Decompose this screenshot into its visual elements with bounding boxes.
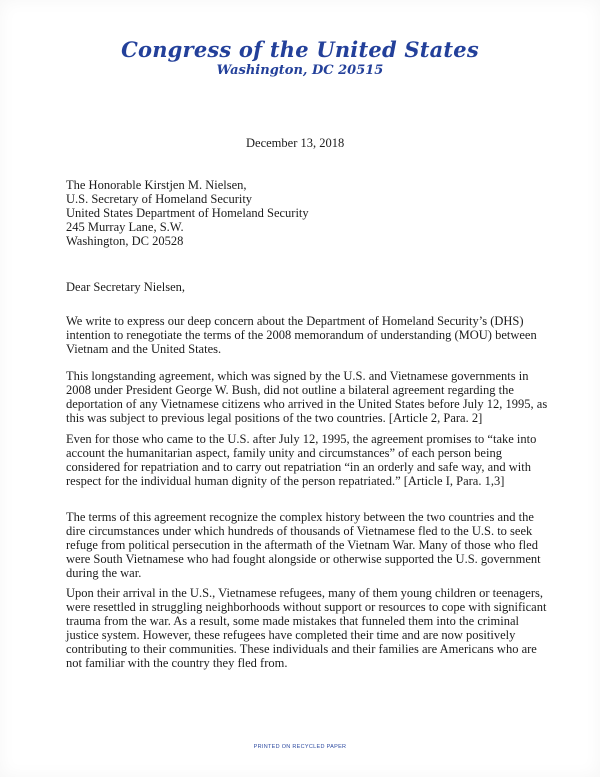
body-paragraph: [66, 510, 546, 580]
body-paragraph: [66, 369, 546, 425]
paragraph-line: account the humanitarian aspect, family unity and circumstances” of each person being: [66, 446, 502, 460]
paragraph-line: were South Vietnamese who had fought alongside or otherwise supported the U.S. government: [66, 552, 541, 566]
body-paragraph: [66, 586, 546, 670]
paragraph-line: 2008 under President George W. Bush, did not outline a bilateral agreement regarding the: [66, 383, 514, 397]
paragraph-line: not familiar with the country they fled from.: [66, 656, 288, 670]
letterhead-title: Congress of the United States: [121, 37, 479, 62]
paragraph-line: justice system. However, these refugees have completed their time and are now positively: [66, 628, 516, 642]
paragraph-line: This longstanding agreement, which was signed by the U.S. and Vietnamese governments in: [66, 369, 529, 383]
paragraph-line: Upon their arrival in the U.S., Vietnamese refugees, many of them young children or teenagers,: [66, 586, 543, 600]
recipient-line: U.S. Secretary of Homeland Security: [66, 192, 253, 206]
paragraph-line: Vietnam and the United States.: [66, 342, 222, 356]
recipient-line: United States Department of Homeland Security: [66, 206, 309, 220]
letterhead: [0, 38, 600, 79]
recipient-line: The Honorable Kirstjen M. Nielsen,: [66, 178, 247, 192]
paragraph-line: dire circumstances under which hundreds of thousands of Vietnamese fled to the U.S. to seek: [66, 524, 533, 538]
recipient-line: Washington, DC 20528: [66, 234, 184, 248]
paragraph-line: refuge from political persecution in the aftermath of the Vietnam War. Many of those who fled: [66, 538, 538, 552]
recipient-line: 245 Murray Lane, S.W.: [66, 220, 184, 234]
paragraph-line: this was subject to previous legal positions of the two countries. [Article 2, Para. 2]: [66, 411, 483, 425]
paragraph-line: Even for those who came to the U.S. after July 12, 1995, the agreement promises to “take into: [66, 432, 537, 446]
paragraph-line: deportation of any Vietnamese citizens who arrived in the United States before July 12, 1995, as: [66, 397, 548, 411]
paragraph-line: intention to renegotiate the terms of the 2008 memorandum of understanding (MOU) between: [66, 328, 537, 342]
body-paragraph: [66, 314, 546, 356]
paragraph-line: The terms of this agreement recognize the complex history between the two countries and the: [66, 510, 534, 524]
paragraph-line: trauma from the war. As a result, some made mistakes that funneled them into the criminal: [66, 614, 520, 628]
letterhead-subtitle: Washington, DC 20515: [216, 63, 384, 78]
paragraph-line: considered for repatriation and to carry out repatriation “in an orderly and safe way, and with: [66, 460, 531, 474]
paragraph-line: We write to express our deep concern about the Department of Homeland Security’s (DHS): [66, 314, 524, 328]
paragraph-line: were resettled in struggling neighborhoods without support or resources to cope with significant: [66, 600, 547, 614]
letter-date: December 13, 2018: [246, 136, 345, 150]
recipient-address: [66, 178, 309, 248]
paragraph-line: during the war.: [66, 566, 142, 580]
paragraph-line: respect for the individual human dignity of the person repatriated.” [Article I, Para. 1,3]: [66, 474, 505, 488]
recycled-paper-footer: PRINTED ON RECYCLED PAPER: [253, 744, 347, 750]
body-paragraph: [66, 432, 546, 488]
paragraph-line: contributing to their communities. These individuals and their families are Americans who are: [66, 642, 537, 656]
salutation: Dear Secretary Nielsen,: [66, 280, 186, 294]
